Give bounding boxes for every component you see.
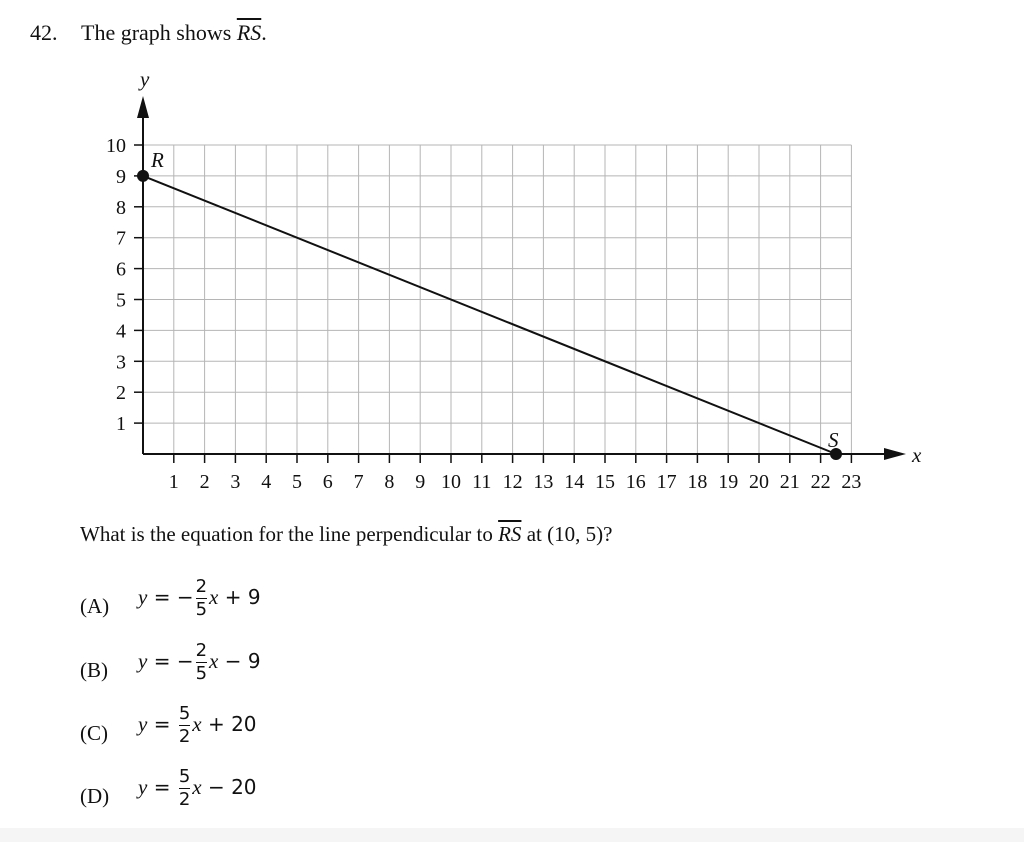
question-number: 42. <box>30 20 58 45</box>
y-tick-label: 1 <box>116 413 126 436</box>
x-tick-label: 18 <box>687 471 708 493</box>
x-axis-arrow-icon <box>884 448 906 460</box>
x-tick-label: 23 <box>841 471 862 493</box>
x-tick-label: 21 <box>779 471 800 493</box>
x-tick-label: 13 <box>533 471 554 493</box>
x-tick-label: 1 <box>168 471 179 493</box>
x-tick-label: 12 <box>502 471 523 493</box>
choice-letter: (A) <box>80 594 110 618</box>
x-tick-label: 19 <box>718 471 739 493</box>
choice-equation: y = $\frac{5}{2}$ x − 20 <box>138 766 257 810</box>
x-tick-label: 20 <box>749 471 769 493</box>
endpoint-label: S <box>828 428 839 452</box>
choice-d[interactable] <box>80 768 380 828</box>
x-tick-label: 22 <box>810 471 831 493</box>
choice-letter: (B) <box>80 658 108 682</box>
x-tick-label: 2 <box>199 471 210 493</box>
endpoint-dot <box>137 170 149 182</box>
x-tick-label: 9 <box>415 471 426 493</box>
y-tick-label: 5 <box>116 289 126 312</box>
choice-b[interactable] <box>80 642 380 702</box>
x-tick-label: 15 <box>595 471 615 493</box>
page-footer-band <box>0 828 1024 842</box>
y-tick-label: 2 <box>116 382 126 405</box>
fraction: $\frac{5}{2}$ <box>178 766 191 810</box>
y-tick-label: 6 <box>116 258 126 281</box>
x-tick-label: 16 <box>625 471 646 493</box>
x-tick-label: 17 <box>656 471 677 493</box>
segment-label: $\overline{RS}$ <box>236 20 262 45</box>
question-intro: The graph shows <box>81 20 232 45</box>
x-tick-label: 6 <box>322 471 333 493</box>
y-tick-label: 8 <box>116 196 126 219</box>
x-tick-label: 5 <box>292 471 302 493</box>
header-period: . <box>261 20 267 45</box>
y-tick-label: 3 <box>116 351 126 374</box>
x-tick-label: 3 <box>230 471 241 493</box>
choice-c[interactable] <box>80 705 380 765</box>
choice-letter: (C) <box>80 721 108 745</box>
y-tick-label: 7 <box>116 227 126 250</box>
x-tick-label: 14 <box>564 471 585 493</box>
y-tick-label: 10 <box>106 135 126 157</box>
fraction: $\frac{2}{5}$ <box>195 640 208 684</box>
y-axis-arrow-icon <box>137 96 149 118</box>
choice-letter: (D) <box>80 784 110 808</box>
y-axis-label: y <box>140 67 150 91</box>
prompt-text: What is the equation for the line perpendicular to <box>80 522 493 546</box>
choice-equation: y = − $\frac{2}{5}$ x + 9 <box>138 576 261 620</box>
x-tick-label: 8 <box>384 471 395 493</box>
choice-equation: y = $\frac{5}{2}$ x + 20 <box>138 703 257 747</box>
fraction: $\frac{2}{5}$ <box>195 576 208 620</box>
y-tick-label: 9 <box>116 165 126 188</box>
prompt-segment: $\overline{RS}$ <box>498 522 522 546</box>
question-prompt <box>80 522 612 547</box>
choice-a[interactable] <box>80 578 380 638</box>
y-tick-label: 4 <box>116 320 126 343</box>
x-axis-label: x <box>912 443 922 467</box>
x-tick-label: 4 <box>261 471 272 493</box>
endpoint-label: R <box>151 147 164 172</box>
prompt-point: at (10, 5)? <box>526 522 613 546</box>
segment-line <box>143 176 836 454</box>
fraction: $\frac{5}{2}$ <box>178 703 191 747</box>
choice-equation: y = − $\frac{2}{5}$ x − 9 <box>138 640 261 684</box>
x-tick-label: 10 <box>441 471 461 493</box>
x-tick-label: 7 <box>353 471 364 493</box>
x-tick-label: 11 <box>472 471 492 493</box>
